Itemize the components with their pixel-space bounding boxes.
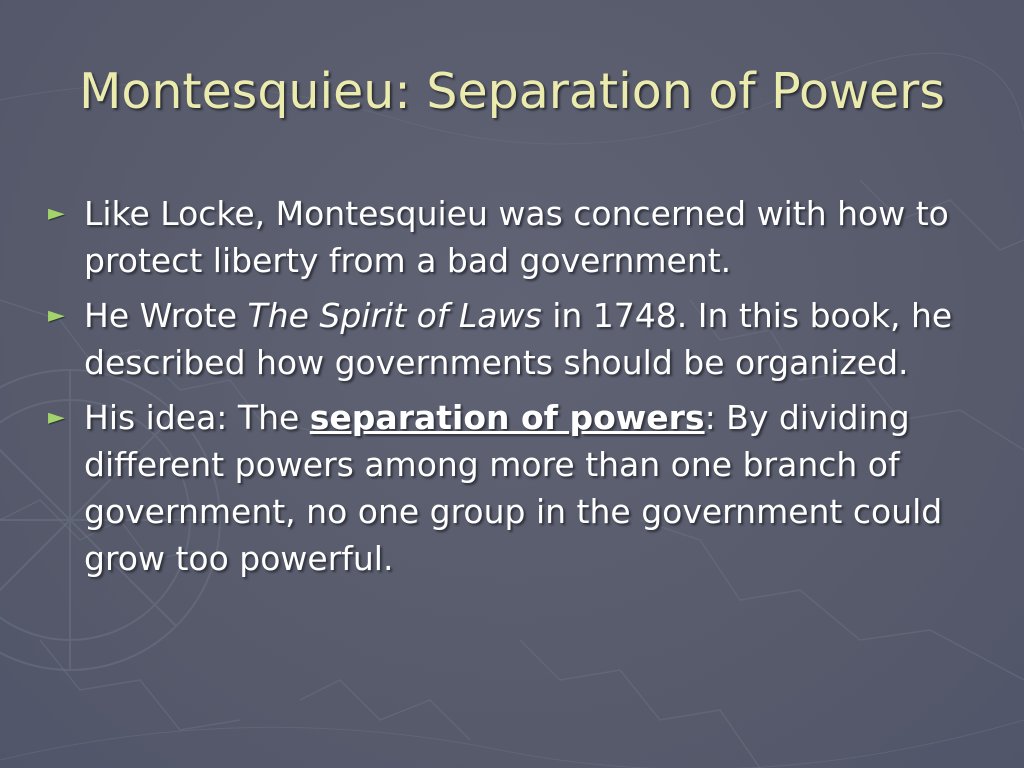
slide-title: Montesquieu: Separation of Powers xyxy=(79,63,945,120)
triangle-bullet-icon: ► xyxy=(48,303,65,328)
bullet-text-lead: He Wrote xyxy=(84,296,248,335)
bullet-item xyxy=(44,394,994,582)
key-term: separation of powers xyxy=(309,398,705,437)
book-title: The Spirit of Laws xyxy=(247,296,542,335)
triangle-bullet-icon: ► xyxy=(48,405,65,430)
triangle-bullet-icon: ► xyxy=(48,201,65,226)
bullet-list xyxy=(44,190,994,590)
bullet-text-lead: His idea: The xyxy=(84,398,310,437)
bullet-text-rest: : By dividing different powers among more than one branch of government, no one group in the government could grow too powerful. xyxy=(84,398,943,578)
bullet-item xyxy=(44,190,994,284)
bullet-text-rest: in 1748. In this book, he described how governments should be organized. xyxy=(84,296,953,382)
bullet-item xyxy=(44,292,994,386)
bullet-text: Like Locke, Montesquieu was concerned with how to protect liberty from a bad government. xyxy=(84,194,949,280)
